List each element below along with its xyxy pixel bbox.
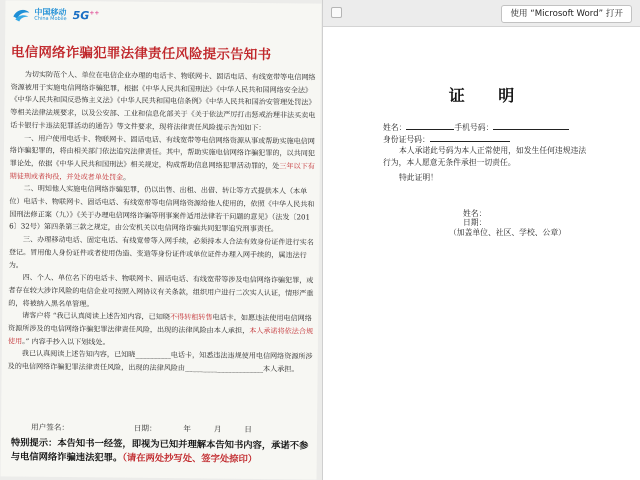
notice-paper (1, 0, 322, 479)
viewer-toolbar (323, 0, 640, 27)
date-label: 日期： (133, 423, 157, 433)
notice-para-1: 为切实防范个人、单位在电信企业办理的电话卡、物联网卡、固话电话、有线宽带等电信网络资源被用于实施电信网络诈骗犯罪，根据《中华人民共和国刑法》《中华人民共和国网络安全法》《中华人民共和国反恐怖主义法》《中华人民共和国电信条例》《中华人民共和国治安管理处罚法》等相关法律法规要求，以及公安部、工业和信息化部关于《关于依法严厉打击惩戒治理非法买卖电话卡银行卡违法犯罪活动的通告》等文件要求，现将法律责任风险提示告知如下： (10, 69, 316, 132)
notice-para-7: 我已认真阅读上述告知内容，已知晓__________电话卡，知悉违法违规使用电信网络资源所涉及的电信网络诈骗犯罪法律责任风险，出现的法律风险由______________________本人承担。 (7, 349, 313, 374)
notice-signature-row (31, 422, 252, 435)
id-label: 身份证号码： (383, 135, 430, 144)
id-field (383, 133, 510, 145)
certificate-closing: 特此证明！ (399, 173, 438, 182)
id-blank (430, 133, 510, 142)
notice-para-4: 三、办理移动电话、固定电话、有线宽带等入网手续，必须持本人合法有效身份证件进行实名登记。冒用他人身份证件或者使用伪造、变造等身份证件或单位证件办理入网手续的，属违法行为。 (8, 234, 314, 270)
month-label: 月 (213, 424, 222, 434)
name-label: 姓名： (383, 123, 407, 132)
day-label: 日 (244, 424, 252, 434)
name-field (383, 121, 569, 133)
china-mobile-logo (11, 6, 99, 23)
certificate-title: 证 明 (448, 86, 529, 105)
name-blank (406, 121, 454, 130)
phone-label: 手机号码： (454, 123, 494, 132)
notice-title: 电信网络诈骗犯罪法律责任风险提示告知书 (10, 44, 272, 64)
brand-5g: 5G++ (72, 8, 100, 22)
certificate-statement: 本人承诺此号码为本人正常使用，如发生任何违规违法行为，本人愿意无条件承担一切责任。 (383, 146, 587, 167)
signature-name-label: 姓名： (463, 209, 487, 218)
notice-para-6: 请客户将 “我已认真阅读上述告知内容，已知晓不得转租转售电话卡，如愿违法使用电信网络资源所涉及的电信网络诈骗犯罪法律责任风险，出现的法律风险由本人承担，本人承诺将依法合规使用。” 内容手抄入以下划线处。 (7, 310, 314, 347)
china-mobile-logo-icon (11, 6, 31, 22)
notice-highlight-penalty: 三年以下有期徒刑或者拘役，并处或者单处罚金 (9, 161, 315, 182)
document-viewer (323, 0, 640, 480)
user-signature-label: 用户签名： (30, 422, 70, 433)
phone-blank (493, 121, 569, 130)
document-icon[interactable] (331, 7, 342, 18)
signature-date-label: 日期： (463, 218, 487, 227)
notice-para-5: 四、个人、单位名下的电话卡、物联网卡、固话电话、有线宽带等涉及电信网络诈骗犯罪，或者存在较大涉诈风险的电信企业可按照入网协议有关条款，组织用户进行二次实人认证，情形严重的，将被纳入黑名单管理。 (8, 272, 314, 308)
notice-special-highlight: （请在两处抄写处、签字处捺印） (122, 452, 258, 466)
notice-para-3: 二、明知他人实施电信网络诈骗犯罪，仍以出售、出租、出借、转让等方式提供本人（本单位）电话卡、物联网卡、固话电话、有线宽带等电信网络资源给他人使用的，依照《中华人民共和国刑法修正案（九）》《关于办理电信网络诈骗等刑事案件适用法律若干问题的意见》（法发〔2016〕32号）第四条第三款之规定，由公安机关以电信网络诈骗共同犯罪追究刑事责任。 (9, 183, 315, 234)
year-label: 年 (183, 424, 192, 434)
notice-special-tip: 特别提示：本告知书一经签，即视为已知并理解本告知书内容，承诺不参与电信网络诈骗违法犯罪。（请在两处抄写处、签字处捺印） (10, 437, 309, 466)
notice-para-2: 一、用户使用电话卡、物联网卡、固话电话、有线宽带等电信网络资源从事或帮助实施电信网络诈骗犯罪的，将由相关部门依法追究法律责任。其中，帮助实施电信网络诈骗犯罪的，以共同犯罪论处，依据《中华人民共和国刑法》相关规定，构成帮助信息网络犯罪活动罪的，处三年以下有期徒刑或者拘役，并处或者单处罚金。 (9, 133, 315, 182)
open-with-word-button[interactable]: 使用 “Microsoft Word” 打开 (501, 5, 632, 23)
brand-en: China Mobile (34, 15, 67, 22)
document-page (323, 27, 640, 480)
brand-cn: 中国移动 (34, 7, 67, 17)
signature-stamp-note: （加盖单位、社区、学校、公章） (449, 228, 566, 237)
notice-body (8, 68, 317, 376)
